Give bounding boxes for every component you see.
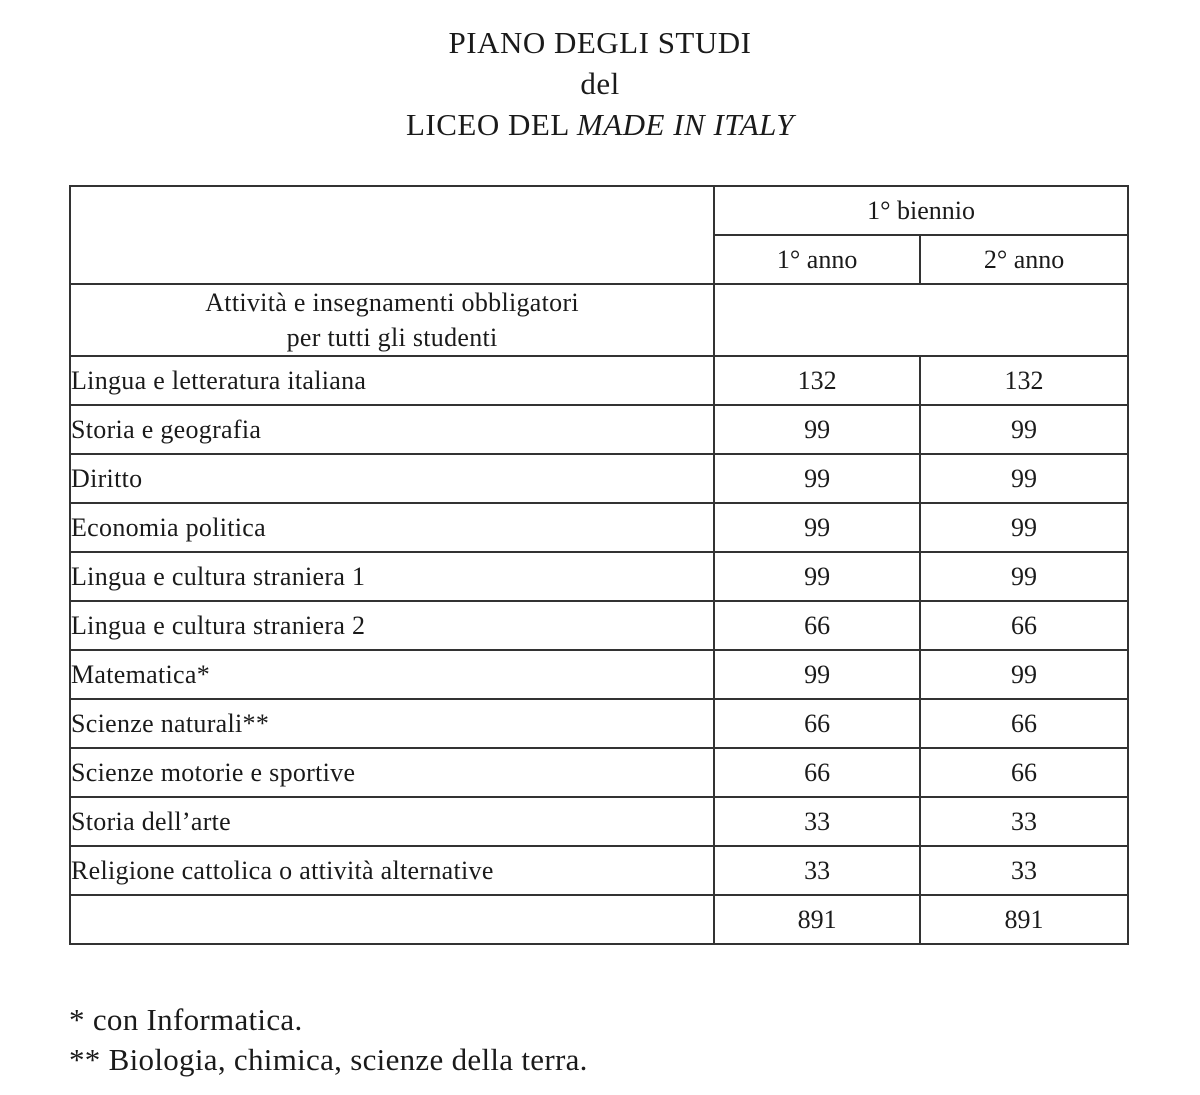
header-empty-cell	[70, 186, 714, 284]
title-line-2: del	[580, 66, 620, 101]
title-line-3-italic: MADE IN ITALY	[576, 107, 795, 142]
hours-year-1-cell: 33	[714, 797, 920, 846]
section-row	[70, 284, 1128, 356]
subject-cell: Storia dell’arte	[70, 797, 714, 846]
hours-year-1-cell: 99	[714, 454, 920, 503]
subject-cell: Scienze motorie e sportive	[70, 748, 714, 797]
year-header-2: 2° anno	[920, 235, 1128, 284]
subject-cell: Lingua e letteratura italiana	[70, 356, 714, 405]
hours-year-2-cell: 99	[920, 503, 1128, 552]
section-label	[70, 284, 714, 356]
study-plan-table	[69, 185, 1129, 945]
hours-year-2-cell: 99	[920, 405, 1128, 454]
hours-year-2-cell: 66	[920, 699, 1128, 748]
subject-cell: Religione cattolica o attività alternative	[70, 846, 714, 895]
hours-year-1-cell: 99	[714, 650, 920, 699]
table-row	[70, 454, 1128, 503]
table-row	[70, 601, 1128, 650]
document-title	[0, 22, 1200, 145]
table-row	[70, 405, 1128, 454]
totals-label-empty	[70, 895, 714, 944]
hours-year-1-cell: 99	[714, 405, 920, 454]
subject-cell: Storia e geografia	[70, 405, 714, 454]
section-label-line-1: Attività e insegnamenti obbligatori	[205, 288, 579, 317]
hours-year-2-cell: 99	[920, 454, 1128, 503]
table-row	[70, 699, 1128, 748]
section-empty-cell	[714, 284, 1128, 356]
hours-year-2-cell: 99	[920, 552, 1128, 601]
hours-year-1-cell: 66	[714, 748, 920, 797]
footnotes	[69, 1000, 588, 1080]
footnote-1: * con Informatica.	[69, 1002, 303, 1037]
hours-year-1-cell: 99	[714, 503, 920, 552]
hours-year-1-cell: 132	[714, 356, 920, 405]
title-line-1: PIANO DEGLI STUDI	[448, 25, 752, 60]
subject-cell: Matematica*	[70, 650, 714, 699]
hours-year-1-cell: 66	[714, 601, 920, 650]
subject-cell: Scienze naturali**	[70, 699, 714, 748]
totals-row	[70, 895, 1128, 944]
subject-cell: Economia politica	[70, 503, 714, 552]
hours-year-2-cell: 33	[920, 797, 1128, 846]
table-row	[70, 552, 1128, 601]
hours-year-2-cell: 99	[920, 650, 1128, 699]
total-year-2: 891	[920, 895, 1128, 944]
table-row	[70, 503, 1128, 552]
hours-year-2-cell: 33	[920, 846, 1128, 895]
group-header-biennio: 1° biennio	[714, 186, 1128, 235]
table-row	[70, 797, 1128, 846]
subject-cell: Lingua e cultura straniera 2	[70, 601, 714, 650]
subject-cell: Diritto	[70, 454, 714, 503]
subject-cell: Lingua e cultura straniera 1	[70, 552, 714, 601]
title-line-3	[0, 104, 1200, 145]
table-row	[70, 846, 1128, 895]
title-line-3-prefix: LICEO DEL	[405, 107, 577, 142]
total-year-1: 891	[714, 895, 920, 944]
hours-year-2-cell: 66	[920, 748, 1128, 797]
footnote-2: ** Biologia, chimica, scienze della terra.	[69, 1042, 588, 1077]
hours-year-1-cell: 33	[714, 846, 920, 895]
hours-year-2-cell: 66	[920, 601, 1128, 650]
table-row	[70, 356, 1128, 405]
section-label-line-2: per tutti gli studenti	[286, 323, 498, 352]
hours-year-1-cell: 66	[714, 699, 920, 748]
table-row	[70, 748, 1128, 797]
table-row	[70, 650, 1128, 699]
hours-year-1-cell: 99	[714, 552, 920, 601]
year-header-1: 1° anno	[714, 235, 920, 284]
header-row-group	[70, 186, 1128, 235]
hours-year-2-cell: 132	[920, 356, 1128, 405]
